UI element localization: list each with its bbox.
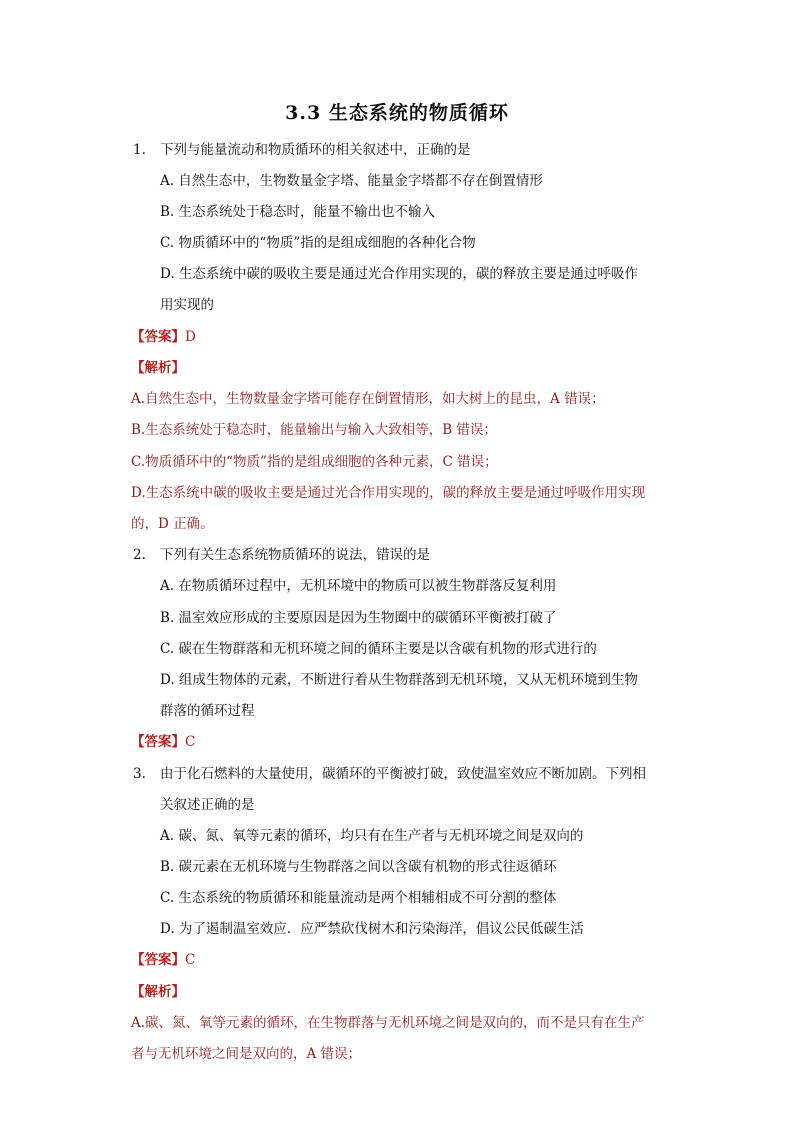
question-1-explanation-line: 的，D 正确。 — [131, 516, 214, 532]
question-3-option-d: D. 为了遏制温室效应．应严禁砍伐树木和污染海洋，倡议公民低碳生活 — [160, 921, 584, 937]
question-1-option-c: C. 物质循环中的“物质”指的是组成细胞的各种化合物 — [160, 235, 476, 251]
answer-label: 【答案】 — [131, 952, 185, 968]
question-1-number: 1. — [133, 142, 146, 158]
answer-label: 【答案】 — [131, 734, 185, 750]
answer-label: 【答案】 — [131, 329, 185, 345]
question-3-stem-cont: 关叙述正确的是 — [160, 797, 255, 813]
question-1-option-d-cont: 用实现的 — [160, 297, 214, 313]
question-1-explanation-line: B.生态系统处于稳态时，能量输出与输入大致相等，B 错误； — [131, 422, 497, 438]
answer-value: C — [185, 734, 196, 750]
question-2-option-b: B. 温室效应形成的主要原因是因为生物圈中的碳循环平衡被打破了 — [160, 610, 557, 626]
page-title: 3.3 生态系统的物质循环 — [285, 102, 509, 124]
question-2-number: 2. — [133, 547, 146, 563]
question-1-option-a: A. 自然生态中，生物数量金字塔、能量金字塔都不存在倒置情形 — [160, 173, 543, 189]
question-3-option-b: B. 碳元素在无机环境与生物群落之间以含碳有机物的形式往返循环 — [160, 859, 557, 875]
answer-value: D — [185, 329, 196, 345]
question-1-option-d: D. 生态系统中碳的吸收主要是通过光合作用实现的，碳的释放主要是通过呼吸作 — [160, 266, 638, 282]
question-3-stem: 由于化石燃料的大量使用，碳循环的平衡被打破，致使温室效应不断加剧。下列相 — [160, 766, 646, 782]
question-3-explanation-line: A.碳、氮、氧等元素的循环，在生物群落与无机环境之间是双向的，而不是只有在生产 — [131, 1015, 645, 1031]
question-3-explanation-line: 者与无机环境之间是双向的，A 错误； — [131, 1046, 362, 1062]
question-1-explanation-label: 【解析】 — [131, 360, 185, 376]
question-2-option-c: C. 碳在生物群落和无机环境之间的循环主要是以含碳有机物的形式进行的 — [160, 641, 597, 657]
question-3-explanation-label: 【解析】 — [131, 984, 185, 1000]
question-2-option-a: A. 在物质循环过程中，无机环境中的物质可以被生物群落反复利用 — [160, 578, 557, 594]
question-2-option-d: D. 组成生物体的元素，不断进行着从生物群落到无机环境，又从无机环境到生物 — [160, 672, 638, 688]
question-1-answer — [131, 328, 196, 346]
question-1-option-b: B. 生态系统处于稳态时，能量不输出也不输入 — [160, 204, 436, 220]
question-1-stem: 下列与能量流动和物质循环的相关叙述中，正确的是 — [160, 142, 471, 158]
question-3-option-c: C. 生态系统的物质循环和能量流动是两个相辅相成不可分割的整体 — [160, 890, 557, 906]
question-2-answer — [131, 733, 195, 751]
question-1-explanation-line: A.自然生态中，生物数量金字塔可能存在倒置情形，如大树上的昆虫，A 错误； — [131, 391, 605, 407]
question-3-answer — [131, 951, 195, 969]
question-1-explanation-line: D.生态系统中碳的吸收主要是通过光合作用实现的，碳的释放主要是通过呼吸作用实现 — [131, 485, 646, 501]
question-1-explanation-line: C.物质循环中的“物质”指的是组成细胞的各种元素，C 错误； — [131, 454, 498, 470]
question-3-option-a: A. 碳、氮、氧等元素的循环，均只有在生产者与无机环境之间是双向的 — [160, 828, 584, 844]
question-2-stem: 下列有关生态系统物质循环的说法，错误的是 — [160, 547, 430, 563]
answer-value: C — [185, 952, 196, 968]
question-3-number: 3. — [133, 766, 146, 782]
question-2-option-d-cont: 群落的循环过程 — [160, 703, 255, 719]
